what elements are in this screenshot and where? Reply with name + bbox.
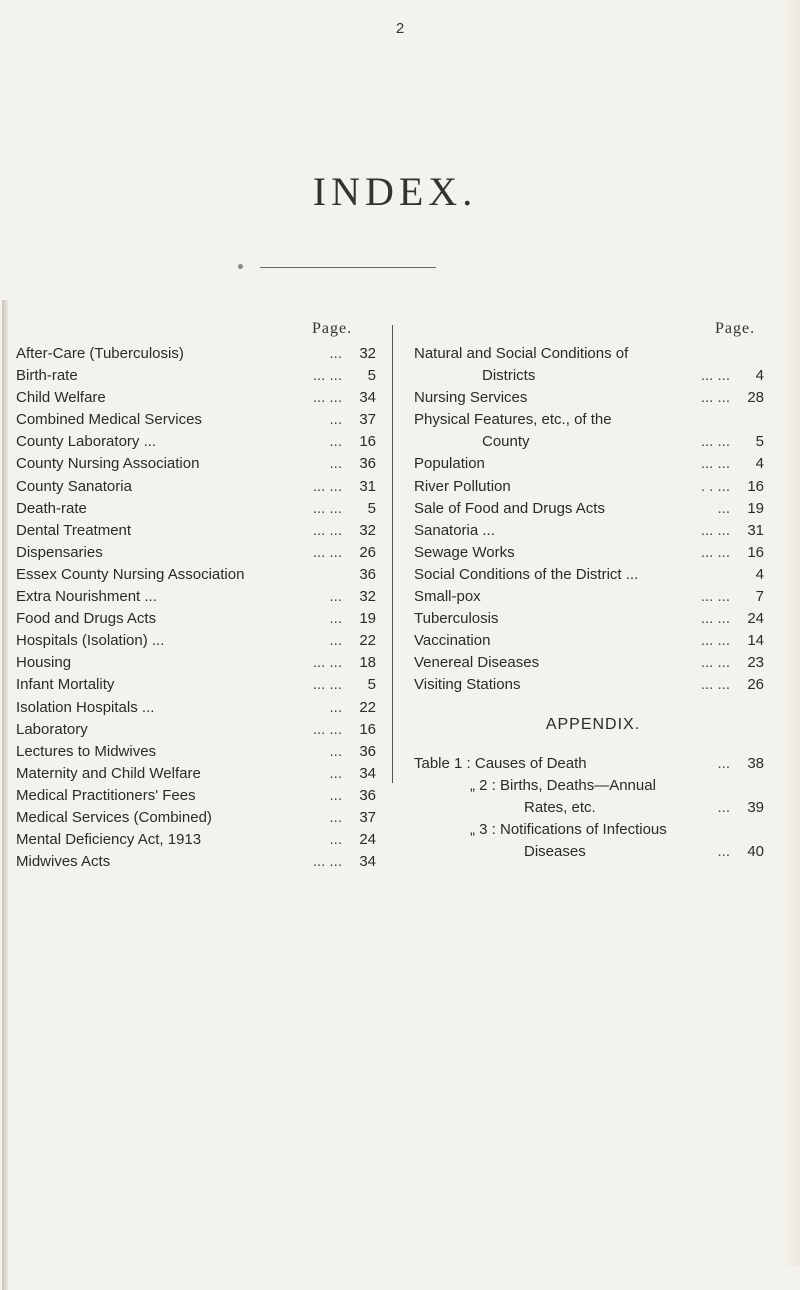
index-entry-label: Nursing Services [414,389,528,407]
leader-dots: ... ... [700,367,730,385]
index-entry-label: Districts [482,367,536,385]
index-entry-page: 22 [359,698,376,716]
page-number: 2 [395,20,405,37]
index-entry [16,630,376,652]
index-entry-label: Midwives Acts [16,853,111,871]
leader-dots: ... ... [312,543,342,561]
index-entry [414,652,764,674]
leader-dots: ... [329,610,342,628]
index-entry-label: Extra Nourishment ... [16,588,157,606]
index-entry-page: 23 [747,654,764,672]
column-divider [392,325,393,783]
leader-dots: ... [329,632,342,650]
index-entry-label: Housing [16,654,72,672]
index-entry [16,476,376,498]
leader-dots: ... ... [312,367,342,385]
index-entry [414,409,764,431]
index-entry-page: 16 [359,433,376,451]
index-entry-label: County Sanatoria [16,477,132,495]
index-entry [414,343,764,365]
leader-dots: ... [329,698,342,716]
index-entry [16,807,376,829]
index-entry-label: Tuberculosis [414,610,499,628]
index-entry-page: 28 [747,389,764,407]
index-entry-label: Infant Mortality [16,676,115,694]
index-entry [414,586,764,608]
leader-dots: ... ... [700,543,730,561]
index-entry-page: 22 [359,632,376,650]
appendix-heading: APPENDIX. [545,715,641,733]
index-entry-label: Dental Treatment [16,521,132,539]
index-entry-page: 24 [747,610,764,628]
index-entry-page: 5 [367,676,376,694]
leader-dots: ... [329,455,342,473]
leader-dots: ... [329,831,342,849]
index-entry [414,674,764,696]
index-entry [16,785,376,807]
right-index-column [414,343,764,863]
leader-dots: ... ... [700,632,730,650]
index-entry-label: Diseases [524,842,586,860]
index-entry-page: 4 [755,565,764,583]
index-entry [16,674,376,696]
leader-dots: ... [717,754,730,772]
index-entry [16,564,376,586]
right-page-header: Page. [715,320,756,337]
index-entry-label: „ 3 : Notifications of Infectious [470,820,667,838]
index-entry-label: Food and Drugs Acts [16,610,157,628]
index-entry-label: Sale of Food and Drugs Acts [414,499,605,517]
leader-dots: ... ... [312,389,342,407]
leader-dots: ... [329,786,342,804]
leader-dots: ... ... [700,521,730,539]
index-entry-label: County Nursing Association [16,455,200,473]
index-entry [414,365,764,387]
leader-dots: ... [329,808,342,826]
index-entry [414,453,764,475]
index-entry [16,763,376,785]
leader-dots: ... ... [700,676,730,694]
index-entry-page: 26 [359,543,376,561]
index-entry-page: 5 [367,499,376,517]
index-entry-label: Table 1 : Causes of Death [414,754,587,772]
index-entry-page: 39 [747,798,764,816]
index-entry-page: 34 [359,853,376,871]
leader-dots: ... ... [700,433,730,451]
index-entry-page: 19 [359,610,376,628]
leader-dots: ... [329,588,342,606]
index-entry-label: County Laboratory ... [16,433,157,451]
index-entry-label: Maternity and Child Welfare [16,764,201,782]
index-entry-label: Sewage Works [414,543,515,561]
index-entry [414,841,764,863]
index-entry [16,608,376,630]
leader-dots: ... ... [312,853,342,871]
leader-dots: ... ... [700,654,730,672]
index-entry [16,409,376,431]
leader-dots: ... ... [312,654,342,672]
index-entry-page: 34 [359,389,376,407]
leader-dots: ... [329,345,342,362]
leader-dots: ... [329,433,342,451]
index-entry-page: 32 [359,588,376,606]
index-entry-page: 40 [747,842,764,860]
index-entry-page: 5 [367,367,376,385]
index-entry-label: Death-rate [16,499,87,517]
index-entry-page: 24 [359,831,376,849]
index-entry-label: Hospitals (Isolation) ... [16,632,165,650]
index-entry-label: Venereal Diseases [414,654,540,672]
index-entry-page: 4 [755,455,764,473]
index-entry-page: 14 [747,632,764,650]
index-entry-label: Medical Services (Combined) [16,808,212,826]
index-entry-label: Physical Features, etc., of the [414,411,612,429]
index-entry-page: 31 [747,521,764,539]
index-entry-label: Sanatoria ... [414,521,495,539]
index-entry-page: 31 [359,477,376,495]
index-entry-page: 18 [359,654,376,672]
index-entry [414,431,764,453]
decorative-dot [238,264,243,269]
index-entry-label: Essex County Nursing Association [16,565,245,583]
index-entry-label: Combined Medical Services [16,411,202,429]
leader-dots: ... ... [312,676,342,694]
index-entry [16,652,376,674]
index-entry [16,829,376,851]
index-entry [414,630,764,652]
title-rule [260,267,436,268]
leader-dots: ... ... [700,389,730,407]
leader-dots: ... ... [700,610,730,628]
index-entry-page: 26 [747,676,764,694]
index-entry [16,498,376,520]
index-entry-label: Birth-rate [16,367,78,385]
left-page-header: Page. [312,320,353,337]
index-entry-label: River Pollution [414,477,511,495]
leader-dots: ... [717,499,730,517]
leader-dots: ... ... [700,588,730,606]
leader-dots: . . ... [700,477,730,495]
index-entry-label: Natural and Social Conditions of [414,345,629,362]
index-entry-page: 34 [359,764,376,782]
leader-dots: ... [329,764,342,782]
index-entry-label: Mental Deficiency Act, 1913 [16,831,202,849]
index-entry [414,498,764,520]
index-entry-label: Dispensaries [16,543,103,561]
index-entry-label: Lectures to Midwives [16,742,157,760]
index-entry [414,753,764,775]
leader-dots: ... [717,798,730,816]
index-entry [414,542,764,564]
index-entry-page: 36 [359,786,376,804]
leader-dots: ... ... [312,499,342,517]
index-entry-label: Isolation Hospitals ... [16,698,155,716]
index-entry-page: 4 [755,367,764,385]
index-entry-page: 36 [359,455,376,473]
index-entry [16,719,376,741]
index-entry [16,741,376,763]
index-entry [414,775,764,797]
leader-dots: ... ... [312,521,342,539]
index-entry-page: 38 [747,754,764,772]
index-entry [16,586,376,608]
index-entry-label: After-Care (Tuberculosis) [16,345,184,362]
index-entry-label: Population [414,455,485,473]
index-entry-label: Visiting Stations [414,676,521,694]
index-title: INDEX. [312,169,478,214]
index-entry-label: Small-pox [414,588,481,606]
index-entry-page: 5 [755,433,764,451]
leader-dots: ... ... [312,477,342,495]
index-entry [16,453,376,475]
leader-dots: ... [329,411,342,429]
index-entry-label: Social Conditions of the District ... [414,565,639,583]
index-entry-label: Medical Practitioners' Fees [16,786,196,804]
index-entry [414,476,764,498]
index-entry-page: 37 [359,411,376,429]
index-entry [16,387,376,409]
index-entry [16,851,376,873]
index-entry [16,520,376,542]
index-entry-label: Vaccination [414,632,491,650]
index-entry-page: 36 [359,742,376,760]
index-entry-page: 37 [359,808,376,826]
index-entry [414,520,764,542]
left-index-column [16,343,376,873]
index-entry-label: „ 2 : Births, Deaths—Annual [470,776,656,794]
index-entry [414,819,764,841]
index-entry-page: 16 [359,720,376,738]
index-entry [414,608,764,630]
index-entry-page: 19 [747,499,764,517]
index-entry [16,542,376,564]
index-entry-label: Rates, etc. [524,798,596,816]
index-entry-page: 16 [747,543,764,561]
index-entry-page: 32 [359,521,376,539]
binding-edge [2,300,8,1290]
index-entry [16,365,376,387]
leader-dots: ... ... [312,720,342,738]
index-entry [414,387,764,409]
index-entry-page: 32 [359,345,376,362]
index-entry-label: County [482,433,530,451]
leader-dots: ... [717,842,730,860]
index-entry [16,697,376,719]
leader-dots: ... ... [700,455,730,473]
index-entry [414,797,764,819]
index-entry-label: Child Welfare [16,389,106,407]
index-entry-page: 7 [755,588,764,606]
index-entry [16,431,376,453]
index-entry [16,343,376,365]
index-entry-page: 16 [747,477,764,495]
index-entry-page: 36 [359,565,376,583]
index-entry-label: Laboratory [16,720,88,738]
index-entry [414,564,764,586]
leader-dots: ... [329,742,342,760]
